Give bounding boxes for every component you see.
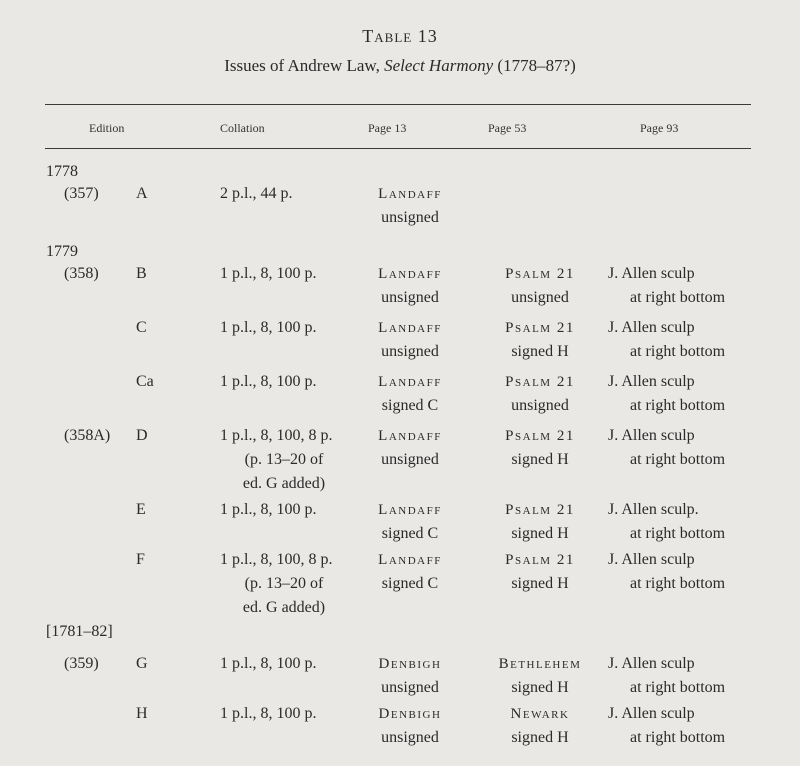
page13-status: signed C <box>381 575 439 592</box>
page93-position: at right bottom <box>630 289 726 306</box>
collation-line: ed. G added) <box>242 475 326 492</box>
year-heading: [1781–82] <box>46 623 113 640</box>
title-prefix: Issues of Andrew Law, <box>224 56 385 75</box>
page53-status: signed H <box>511 729 569 746</box>
page53-tune: Psalm 21 <box>505 428 575 444</box>
collation-line: 1 p.l., 8, 100 p. <box>220 265 317 282</box>
edition-letter: C <box>136 319 147 336</box>
collation-line: (p. 13–20 of <box>244 451 324 468</box>
top-rule <box>45 104 751 105</box>
page93-position: at right bottom <box>630 525 726 542</box>
page13-tune: Landaff <box>378 266 442 282</box>
edition-letter: F <box>136 551 145 568</box>
page93-position: at right bottom <box>630 575 726 592</box>
header-edition: Edition <box>89 121 125 135</box>
page13-tune: Landaff <box>378 186 442 202</box>
collation-line: 2 p.l., 44 p. <box>220 185 293 202</box>
page53-status: unsigned <box>511 289 569 306</box>
page13-tune: Landaff <box>378 428 442 444</box>
page53-status: signed H <box>511 575 569 592</box>
page13-tune: Landaff <box>378 374 442 390</box>
page53-tune: Psalm 21 <box>505 320 575 336</box>
page53-status: signed H <box>511 451 569 468</box>
header-page13: Page 13 <box>368 121 407 135</box>
page93-engraver: J. Allen sculp <box>608 705 695 722</box>
collation-line: 1 p.l., 8, 100, 8 p. <box>220 551 333 568</box>
entry-number: (359) <box>64 655 99 672</box>
header-page53: Page 53 <box>488 121 527 135</box>
page53-tune: Psalm 21 <box>505 552 575 568</box>
entry-number: (358A) <box>64 427 111 444</box>
page53-tune: Newark <box>510 706 570 722</box>
page13-tune: Landaff <box>378 502 442 518</box>
page13-status: unsigned <box>381 679 439 696</box>
page93-position: at right bottom <box>630 679 726 696</box>
collation-line: (p. 13–20 of <box>244 575 324 592</box>
collation-line: 1 p.l., 8, 100 p. <box>220 373 317 390</box>
collation-line: 1 p.l., 8, 100 p. <box>220 655 317 672</box>
entry-number: (358) <box>64 265 99 282</box>
page53-tune: Psalm 21 <box>505 266 575 282</box>
page53-tune: Psalm 21 <box>505 502 575 518</box>
page93-engraver: J. Allen sculp <box>608 319 695 336</box>
page53-status: signed H <box>511 679 569 696</box>
collation-line: 1 p.l., 8, 100 p. <box>220 319 317 336</box>
page93-position: at right bottom <box>630 451 726 468</box>
entry-number: (357) <box>64 185 99 202</box>
collation-line: 1 p.l., 8, 100 p. <box>220 705 317 722</box>
page93-engraver: J. Allen sculp <box>608 655 695 672</box>
page13-status: signed C <box>381 397 439 414</box>
page13-status: unsigned <box>381 289 439 306</box>
header-page93: Page 93 <box>640 121 679 135</box>
page53-status: unsigned <box>511 397 569 414</box>
page13-tune: Denbigh <box>378 706 442 722</box>
edition-letter: D <box>136 427 148 444</box>
page53-tune: Bethlehem <box>498 656 582 672</box>
page93-position: at right bottom <box>630 343 726 360</box>
edition-letter: A <box>136 185 148 202</box>
page13-status: signed C <box>381 525 439 542</box>
header-rule <box>45 148 751 149</box>
page53-status: signed H <box>511 343 569 360</box>
page93-engraver: J. Allen sculp <box>608 373 695 390</box>
table-number: Table 13 <box>362 26 438 46</box>
year-heading: 1778 <box>46 163 78 180</box>
title-italic: Select Harmony <box>384 56 494 75</box>
table-title <box>0 56 800 76</box>
page53-status: signed H <box>511 525 569 542</box>
page13-tune: Denbigh <box>378 656 442 672</box>
edition-letter: B <box>136 265 147 282</box>
page93-engraver: J. Allen sculp <box>608 265 695 282</box>
collation-line: 1 p.l., 8, 100 p. <box>220 501 317 518</box>
title-suffix: (1778–87?) <box>493 56 576 75</box>
page93-engraver: J. Allen sculp <box>608 427 695 444</box>
collation-line: 1 p.l., 8, 100, 8 p. <box>220 427 333 444</box>
page13-status: unsigned <box>381 451 439 468</box>
page93-position: at right bottom <box>630 397 726 414</box>
page93-engraver: J. Allen sculp <box>608 551 695 568</box>
page13-status: unsigned <box>381 343 439 360</box>
edition-letter: E <box>136 501 146 518</box>
page93-position: at right bottom <box>630 729 726 746</box>
edition-letter: H <box>136 705 148 722</box>
edition-letter: G <box>136 655 148 672</box>
page13-tune: Landaff <box>378 552 442 568</box>
year-heading: 1779 <box>46 243 78 260</box>
page13-status: unsigned <box>381 209 439 226</box>
page93-engraver: J. Allen sculp. <box>608 501 699 518</box>
edition-letter: Ca <box>136 373 154 390</box>
collation-line: ed. G added) <box>242 599 326 616</box>
page53-tune: Psalm 21 <box>505 374 575 390</box>
header-collation: Collation <box>220 121 265 135</box>
page13-status: unsigned <box>381 729 439 746</box>
page13-tune: Landaff <box>378 320 442 336</box>
